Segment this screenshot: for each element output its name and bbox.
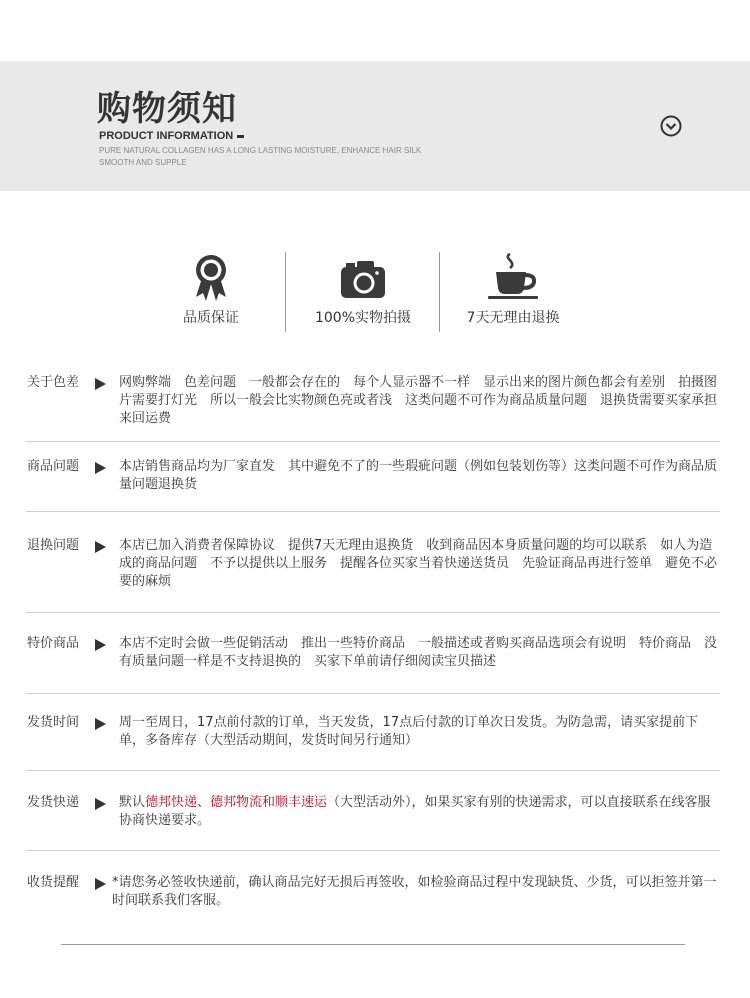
triangle-right-icon <box>95 878 106 890</box>
notice-label: 商品问题 <box>27 459 80 474</box>
subtitle-line-2: SMOOTH AND SUPPLE <box>99 158 187 167</box>
feature-label: 100%实物拍摄 <box>314 310 412 326</box>
row-divider <box>26 441 720 442</box>
page-title-en-text: PRODUCT INFORMATION <box>99 130 234 142</box>
triangle-right-icon <box>95 462 106 474</box>
notice-text: 本店不定时会做一些促销活动 推出一些特价商品 一般描述或者购买商品选项会有说明 特价商品 没有质量问题一样是不支持退换的 买家下单前请仔细阅读宝贝描述 <box>119 636 718 669</box>
row-divider <box>26 511 720 512</box>
feature-label: 品质保证 <box>183 310 239 326</box>
row-divider <box>26 693 720 694</box>
feature-return <box>443 252 583 326</box>
notice-label: 发货时间 <box>27 715 80 730</box>
notice-text: 本店销售商品均为厂家直发 其中避免不了的一些瑕疵问题（例如包装划伤等）这类问题不可作为商品质量问题退换货 <box>119 459 718 492</box>
notice-text-after: （大型活动外），如果买家有别的快递需求，可以直接联系在线客服协商快递要求。 <box>119 795 711 828</box>
feature-quality <box>141 252 281 326</box>
notice-text <box>119 794 719 830</box>
triangle-right-icon <box>95 798 106 810</box>
camera-icon <box>338 252 388 302</box>
feature-divider <box>285 252 286 332</box>
courier-highlight: 德邦快递、德邦物流和顺丰速运 <box>145 795 328 810</box>
notice-text: 网购弊端 色差问题 一般都会存在的 每个人显示器不一样 显示出来的图片颜色都会有差别 拍摄图片需要打灯光 所以一般会比实物颜色亮或者浅 这类问题不可作为商品质量问题 退换货需要买家承担来回运费 <box>119 375 718 426</box>
triangle-right-icon <box>95 718 106 730</box>
bottom-divider <box>61 944 685 945</box>
notice-label: 发货快递 <box>27 795 80 810</box>
award-ribbon-icon <box>191 252 231 302</box>
feature-strip <box>0 252 750 334</box>
row-divider <box>26 770 720 771</box>
notice-label: 退换问题 <box>27 538 80 553</box>
feature-divider <box>439 252 440 332</box>
notice-label: 关于色差 <box>27 375 80 390</box>
chevron-down-circle-icon[interactable] <box>660 115 682 137</box>
notice-text-before: 默认 <box>119 795 146 810</box>
page-title-en <box>99 129 244 143</box>
subtitle-line-1: PURE NATURAL COLLAGEN HAS A LONG LASTING MOISTURE, ENHANCE HAIR SILK <box>99 146 422 155</box>
notice-text: *请您务必签收快递前，确认商品完好无损后再签收，如检验商品过程中发现缺货、少货，可以拒签并第一时间联系我们客服。 <box>112 875 717 908</box>
notice-label: 特价商品 <box>27 636 80 651</box>
notice-text: 本店已加入消费者保障协议 提供7天无理由退换货 收到商品因本身质量问题的均可以联系 如人为造成的商品问题 不予以提供以上服务 提醒各位买家当着快递送货员 先验证商品再进行签单 避免不必要的麻烦 <box>119 538 718 589</box>
header-banner <box>0 61 750 191</box>
notice-text: 周一至周日，17点前付款的订单，当天发货，17点后付款的订单次日发货。为防急需，请买家提前下单，多备库存（大型活动期间，发货时间另行通知） <box>119 715 699 748</box>
notice-label: 收货提醒 <box>27 875 80 890</box>
triangle-right-icon <box>95 378 106 390</box>
triangle-right-icon <box>95 541 106 553</box>
feature-real-photo <box>293 252 433 326</box>
triangle-right-icon <box>95 639 106 651</box>
feature-label: 7天无理由退换 <box>466 310 560 326</box>
row-divider <box>26 612 720 613</box>
row-divider <box>26 850 720 851</box>
title-dash <box>237 135 244 138</box>
coffee-cup-icon <box>485 252 541 302</box>
page-title: 购物须知 <box>97 89 237 129</box>
